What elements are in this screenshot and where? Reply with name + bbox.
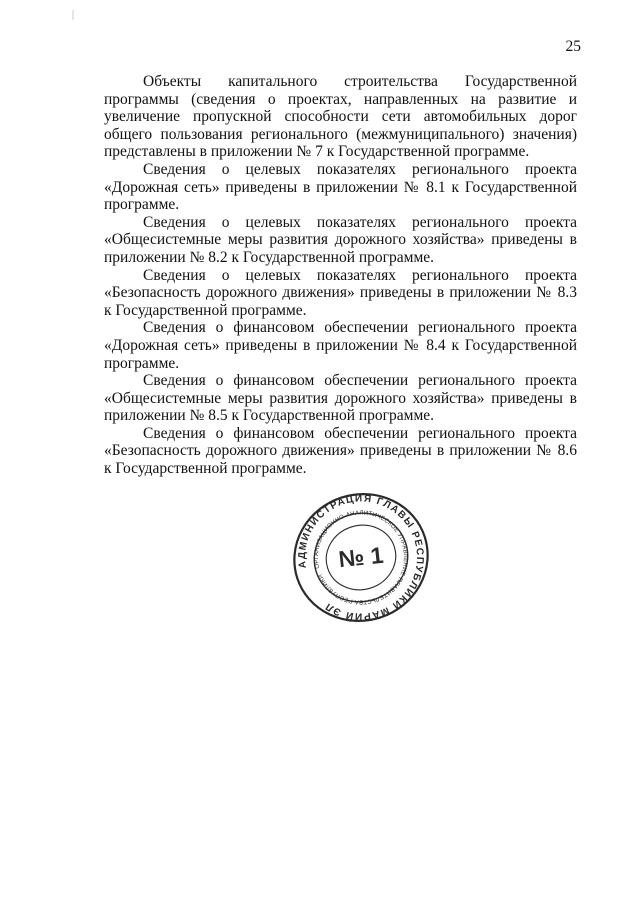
page-number: 25 (565, 38, 581, 55)
seal-center-number: № 1 (337, 541, 385, 573)
seal-outer-text: АДМИНИСТРАЦИЯ ГЛАВЫ РЕСПУБЛИКИ МАРИЙ ЭЛ (296, 493, 426, 622)
paragraph-traffic-safety-finance: Сведения о финансовом обеспечении регионального проекта «Безопасность дорожного движения» приведены в приложении № 8.6 к Государственной программе. (104, 424, 577, 478)
paragraph-traffic-safety-targets: Сведения о целевых показателях регионального проекта «Безопасность дорожного движения» приведены в приложении № 8.3 к Государственной программе. (104, 266, 577, 319)
scan-artifact (72, 10, 74, 20)
paragraph-road-network-targets: Сведения о целевых показателях регионального проекта «Дорожная сеть» приведены в приложении № 8.1 к Государственной программе. (104, 160, 577, 214)
official-seal-stamp (271, 489, 451, 626)
document-body (104, 73, 577, 478)
paragraph-road-management-finance: Сведения о финансовом обеспечении регионального проекта «Общесистемные меры развития дорожного хозяйства» приведены в приложении № 8.5 к Государственной программе. (104, 372, 577, 425)
paragraph-road-network-finance: Сведения о финансовом обеспечении регионального проекта «Дорожная сеть» приведены в приложении № 8.4 к Государственной программе. (104, 319, 577, 372)
paragraph-capital-construction: Объекты капитального строительства Государственной программы (сведения о проектах, направленных на развитие и увеличение пропускной способности сети автомобильных дорог общего пользования регионального (межмуниципального) значения) представлены в приложении № 7 к Государственной программе. (104, 73, 577, 161)
paragraph-road-management-targets: Сведения о целевых показателях регионального проекта «Общесистемные меры развития дорожного хозяйства» приведены в приложении № 8.2 к Государственной программе. (104, 213, 577, 266)
seal-graphic (271, 489, 451, 626)
seal-inner-text: ОРГАНИЗАЦИОННО-АНАЛИТИЧЕСКОЕ УПРАВЛЕНИЕ ПРАВИТЕЛЬСТВА РЕСПУБЛИКИ (313, 510, 409, 605)
